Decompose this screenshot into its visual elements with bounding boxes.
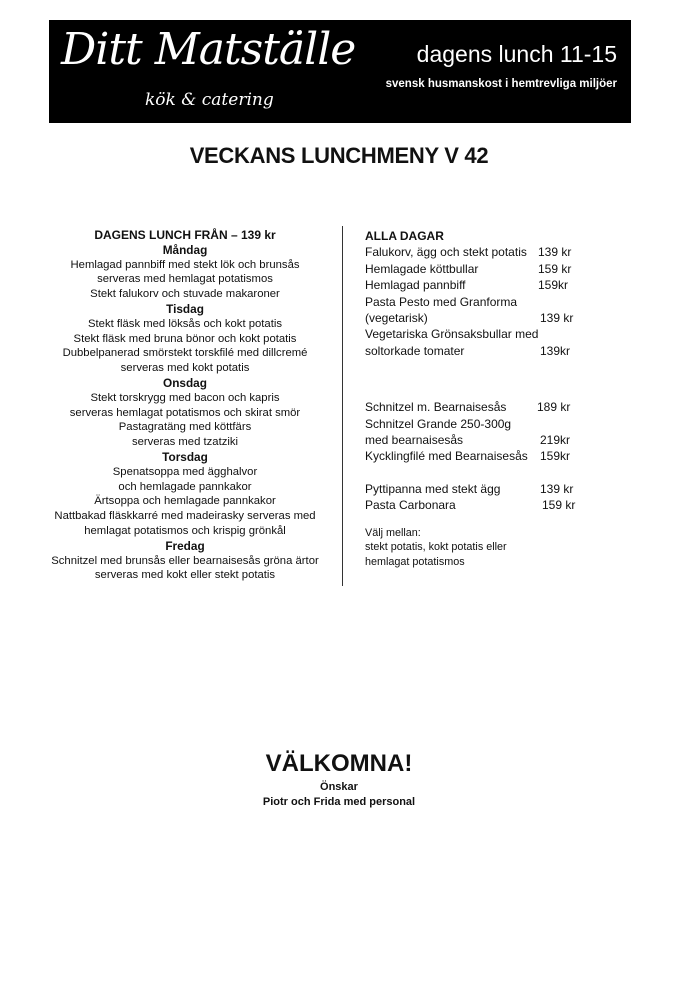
signature-line: Önskar	[320, 781, 358, 793]
tagline: svensk husmanskost i hemtrevliga miljöer	[385, 78, 617, 90]
daily-lunch-heading: DAGENS LUNCH FRÅN – 139 kr	[94, 228, 276, 242]
daily-lunch-column	[44, 228, 326, 583]
item-price: 139kr	[540, 343, 571, 358]
side-dish-note	[365, 526, 625, 570]
dish-line: Pastagratäng med köttfärs	[118, 421, 252, 434]
dish-line: Hemlagad pannbiff med stekt lök och brunsås	[70, 258, 300, 271]
menu-item	[365, 497, 625, 513]
item-name: Hemlagad pannbiff	[365, 278, 466, 293]
menu-item	[365, 277, 625, 293]
day-monday: Måndag	[162, 242, 208, 257]
dish-line: serveras med hemlagat potatismos	[97, 273, 273, 286]
item-name: Falukorv, ägg och stekt potatis	[365, 245, 527, 260]
day-thursday: Torsdag	[162, 449, 208, 464]
menu-item	[365, 294, 625, 310]
item-name: med bearnaisesås	[365, 433, 464, 448]
column-divider	[342, 226, 343, 586]
item-price: 159 kr	[538, 261, 572, 276]
menu-item	[365, 261, 625, 277]
all-days-column	[365, 228, 625, 569]
day-friday: Fredag	[165, 538, 205, 553]
logo-title: Ditt Matställe	[61, 24, 356, 75]
dish-line: serveras med tzatziki	[131, 436, 239, 449]
note-line: stekt potatis, kokt potatis eller	[365, 541, 507, 554]
item-name: Schnitzel m. Bearnaisesås	[365, 400, 507, 415]
menu-item	[365, 481, 625, 497]
dish-line: Schnitzel med brunsås eller bearnaisesås gröna ärtor	[51, 554, 319, 567]
dish-line: hemlagat potatismos och krispig grönkål	[84, 524, 286, 537]
note-line: Välj mellan:	[365, 526, 421, 539]
item-price: 139 kr	[540, 481, 574, 496]
dish-line: Dubbelpanerad smörstekt torskfilé med dillcremé	[62, 347, 308, 360]
day-tuesday: Tisdag	[166, 301, 204, 316]
page-title: VECKANS LUNCHMENY V 42	[189, 143, 489, 168]
item-price: 139 kr	[538, 245, 572, 260]
item-price: 139 kr	[540, 311, 574, 326]
dish-line: och hemlagade pannkakor	[118, 480, 252, 493]
item-name: Hemlagade köttbullar	[365, 261, 479, 276]
item-name: (vegetarisk)	[365, 311, 428, 326]
lunch-hours: dagens lunch 11-15	[416, 41, 617, 67]
item-name: Vegetariska Grönsaksbullar med	[365, 327, 539, 342]
dish-line: Spenatsoppa med ägghalvor	[112, 465, 258, 478]
dish-line: Nattbakad fläskkarré med madeirasky serveras med	[54, 510, 316, 523]
signature-names: Piotr och Frida med personal	[262, 796, 416, 808]
spacer	[365, 514, 625, 526]
dish-line: Ärtsoppa och hemlagade pannkakor	[94, 495, 276, 508]
menu-item	[365, 399, 625, 415]
note-line: hemlagat potatismos	[365, 555, 465, 568]
dish-line: Stekt falukorv och stuvade makaroner	[90, 288, 280, 301]
menu-item	[365, 416, 625, 432]
menu-item	[365, 310, 625, 326]
logo-subtitle: kök & catering	[145, 90, 274, 110]
item-name: Kycklingfilé med Bearnaisesås	[365, 449, 528, 464]
day-wednesday: Onsdag	[163, 375, 207, 390]
welcome-heading: VÄLKOMNA!	[265, 750, 413, 777]
dish-line: Stekt fläsk med bruna bönor och kokt potatis	[73, 332, 297, 345]
item-price: 189 kr	[537, 400, 571, 415]
spacer	[365, 359, 625, 399]
all-days-heading: ALLA DAGAR	[365, 229, 444, 243]
item-price: 219kr	[540, 433, 571, 448]
item-name: Schnitzel Grande 250-300g	[365, 416, 512, 431]
item-name: Pasta Carbonara	[365, 498, 456, 513]
menu-item	[365, 448, 625, 464]
item-name: Pyttipanna med stekt ägg	[365, 481, 501, 496]
menu-item	[365, 432, 625, 448]
dish-line: Stekt torskrygg med bacon och kapris	[90, 391, 280, 404]
dish-line: serveras med kokt eller stekt potatis	[94, 569, 276, 582]
spacer	[365, 465, 625, 481]
dish-line: Stekt fläsk med löksås och kokt potatis	[87, 317, 283, 330]
item-price: 159 kr	[542, 498, 576, 513]
menu-item	[365, 343, 625, 359]
menu-item	[365, 244, 625, 260]
menu-item	[365, 326, 625, 342]
item-name: Pasta Pesto med Granforma	[365, 294, 518, 309]
header-banner	[49, 20, 631, 123]
dish-line: serveras med kokt potatis	[120, 362, 250, 375]
item-name: soltorkade tomater	[365, 343, 465, 358]
item-price: 159kr	[540, 449, 571, 464]
dish-line: serveras hemlagat potatismos och skirat smör	[69, 406, 301, 419]
item-price: 159kr	[538, 278, 569, 293]
